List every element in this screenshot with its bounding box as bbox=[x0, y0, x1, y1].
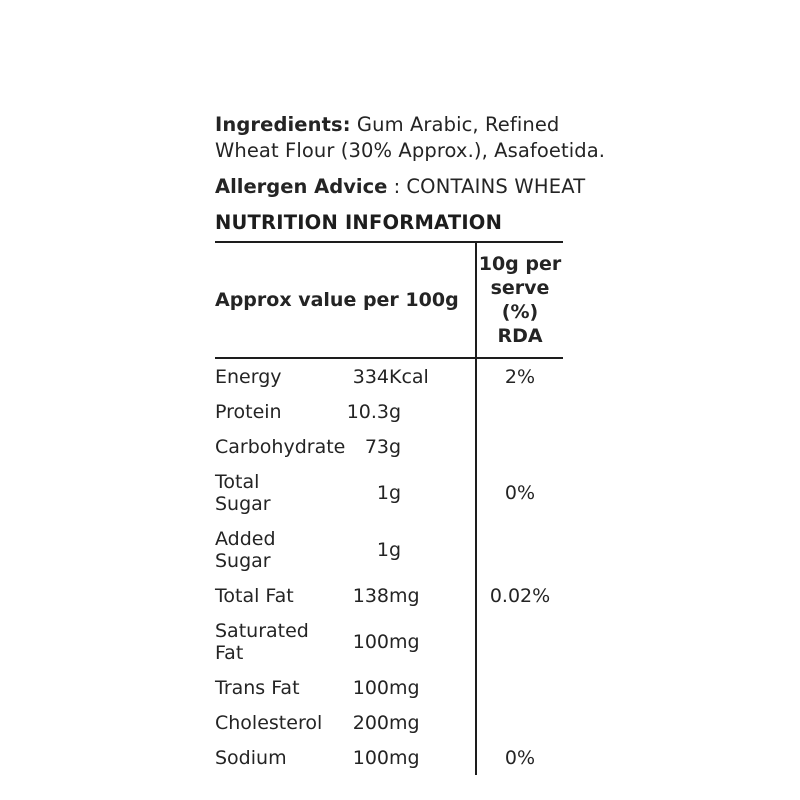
nutrient-name: Protein bbox=[215, 400, 282, 423]
nutrient-rda: 0% bbox=[476, 740, 563, 775]
nutrient-rda: 0% bbox=[476, 464, 563, 521]
ingredients-block bbox=[215, 112, 615, 164]
nutrient-unit: mg bbox=[389, 676, 420, 699]
nutrient-rda: 2% bbox=[476, 358, 563, 394]
nutrient-unit: mg bbox=[389, 630, 420, 653]
nutrient-name: Saturated Fat bbox=[215, 619, 309, 664]
nutrient-value: 100 bbox=[352, 746, 389, 769]
table-row bbox=[215, 521, 563, 578]
table-row bbox=[215, 670, 563, 705]
nutrition-information-heading: NUTRITION INFORMATION bbox=[215, 211, 503, 234]
nutrition-table bbox=[215, 241, 563, 775]
ingredients-label: Ingredients: bbox=[215, 113, 351, 136]
nutrient-rda bbox=[476, 394, 563, 429]
nutrition-table-header-row bbox=[215, 242, 563, 358]
table-row bbox=[215, 578, 563, 613]
column-header-per-100g: Approx value per 100g bbox=[215, 242, 476, 358]
nutrient-rda: 0.02% bbox=[476, 578, 563, 613]
nutrient-rda bbox=[476, 613, 563, 670]
nutrient-name: Cholesterol bbox=[215, 711, 323, 734]
nutrient-value: 200 bbox=[352, 711, 389, 734]
nutrient-rda bbox=[476, 429, 563, 464]
nutrient-unit: g bbox=[389, 481, 402, 504]
table-row bbox=[215, 464, 563, 521]
nutrition-label-panel bbox=[215, 112, 615, 775]
nutrient-value: 100 bbox=[352, 676, 389, 699]
allergen-advice-block bbox=[215, 175, 615, 199]
nutrient-rda bbox=[476, 705, 563, 740]
nutrient-name: Total Sugar bbox=[215, 470, 271, 515]
nutrient-unit: mg bbox=[389, 746, 420, 769]
nutrient-unit: g bbox=[389, 435, 402, 458]
nutrient-value: 10.3 bbox=[346, 400, 389, 423]
nutrient-value: 100 bbox=[352, 630, 389, 653]
table-row bbox=[215, 613, 563, 670]
nutrient-unit: mg bbox=[389, 711, 420, 734]
nutrient-value: 334 bbox=[302, 358, 389, 394]
ingredients-text: Gum Arabic, Refined Wheat Flour (30% Approx.), Asafoetida. bbox=[215, 113, 606, 162]
nutrient-rda bbox=[476, 670, 563, 705]
allergen-label: Allergen Advice bbox=[215, 175, 388, 198]
nutrient-name: Trans Fat bbox=[215, 676, 300, 699]
nutrient-name: Added Sugar bbox=[215, 527, 276, 572]
nutrient-value: 1 bbox=[376, 481, 389, 504]
table-row bbox=[215, 394, 563, 429]
nutrient-value: 1 bbox=[376, 538, 389, 561]
nutrient-name: Energy bbox=[215, 358, 302, 394]
nutrient-name: Carbohydrate bbox=[215, 435, 346, 458]
allergen-value: CONTAINS WHEAT bbox=[406, 175, 586, 198]
nutrient-unit: mg bbox=[389, 584, 420, 607]
nutrient-name: Total Fat bbox=[215, 584, 294, 607]
nutrient-unit: g bbox=[389, 538, 402, 561]
table-row bbox=[215, 705, 563, 740]
nutrient-name: Sodium bbox=[215, 746, 287, 769]
nutrient-unit: g bbox=[389, 400, 402, 423]
column-header-per-serve-rda: 10g per serve (%) RDA bbox=[476, 242, 563, 358]
allergen-separator: : bbox=[387, 175, 407, 198]
nutrient-unit: Kcal bbox=[389, 358, 476, 394]
nutrient-value: 138 bbox=[352, 584, 389, 607]
table-row bbox=[215, 429, 563, 464]
table-row bbox=[215, 740, 563, 775]
nutrient-rda bbox=[476, 521, 563, 578]
table-row bbox=[215, 358, 563, 394]
nutrient-value: 73 bbox=[364, 435, 389, 458]
